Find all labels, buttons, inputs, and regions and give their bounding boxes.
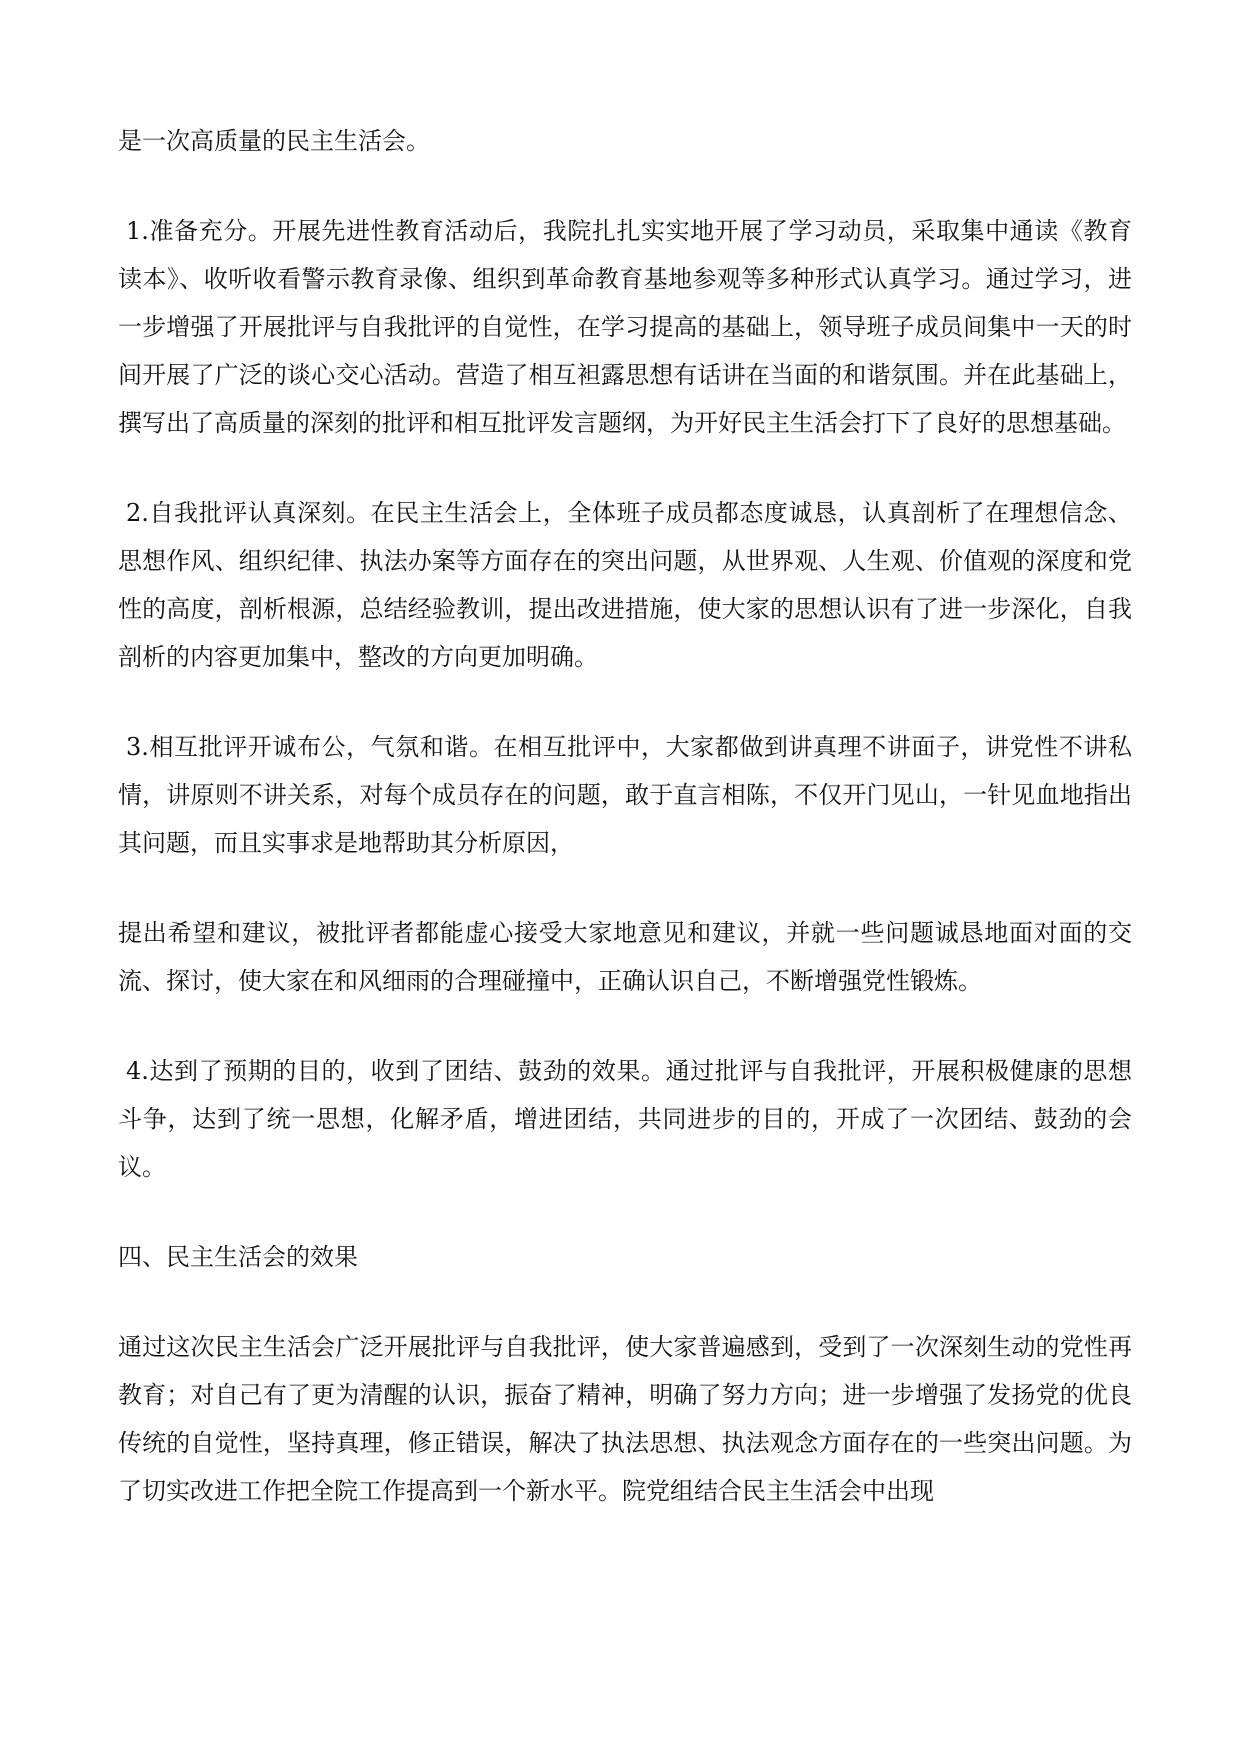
paragraph-point-3-continued: 提出希望和建议，被批评者都能虚心接受大家地意见和建议，并就一些问题诚恳地面对面的交流、探讨，使大家在和风细雨的合理碰撞中，正确认识自己，不断增强党性锻炼。	[118, 919, 1132, 995]
paragraph-point-3-mutual-criticism: 3.相互批评开诚布公，气氛和谐。在相互批评中，大家都做到讲真理不讲面子，讲党性不讲私情，讲原则不讲关系，对每个成员存在的问题，敢于直言相陈，不仅开门见山，一针见血地指出其问题，而且实事求是地帮助其分析原因，	[118, 733, 1132, 857]
paragraph-closing-sentence: 是一次高质量的民主生活会。	[118, 127, 430, 155]
paragraph-point-2-self-criticism: 2.自我批评认真深刻。在民主生活会上，全体班子成员都态度诚恳，认真剖析了在理想信念、思想作风、组织纪律、执法办案等方面存在的突出问题，从世界观、人生观、价值观的深度和党性的高度，剖析根源，总结经验教训，提出改进措施，使大家的思想认识有了进一步深化，自我剖析的内容更加集中，整改的方向更加明确。	[118, 499, 1132, 671]
paragraph-point-4-goals: 4.达到了预期的目的，收到了团结、鼓劲的效果。通过批评与自我批评，开展积极健康的思想斗争，达到了统一思想，化解矛盾，增进团结，共同进步的目的，开成了一次团结、鼓劲的会议。	[118, 1057, 1132, 1181]
document-page	[118, 117, 1132, 1557]
paragraph-effects-body: 通过这次民主生活会广泛开展批评与自我批评，使大家普遍感到，受到了一次深刻生动的党性再教育；对自己有了更为清醒的认识，振奋了精神，明确了努力方向；进一步增强了发扬党的优良传统的自觉性，坚持真理，修正错误，解决了执法思想、执法观念方面存在的一些突出问题。为了切实改进工作把全院工作提高到一个新水平。院党组结合民主生活会中出现	[118, 1333, 1132, 1505]
section-heading-effects: 四、民主生活会的效果	[118, 1243, 358, 1271]
paragraph-point-1-preparation: 1.准备充分。开展先进性教育活动后，我院扎扎实实地开展了学习动员，采取集中通读《教育读本》、收听收看警示教育录像、组织到革命教育基地参观等多种形式认真学习。通过学习，进一步增强了开展批评与自我批评的自觉性，在学习提高的基础上，领导班子成员间集中一天的时间开展了广泛的谈心交心活动。营造了相互袒露思想有话讲在当面的和谐氛围。并在此基础上，撰写出了高质量的深刻的批评和相互批评发言题纲，为开好民主生活会打下了良好的思想基础。	[118, 217, 1132, 437]
